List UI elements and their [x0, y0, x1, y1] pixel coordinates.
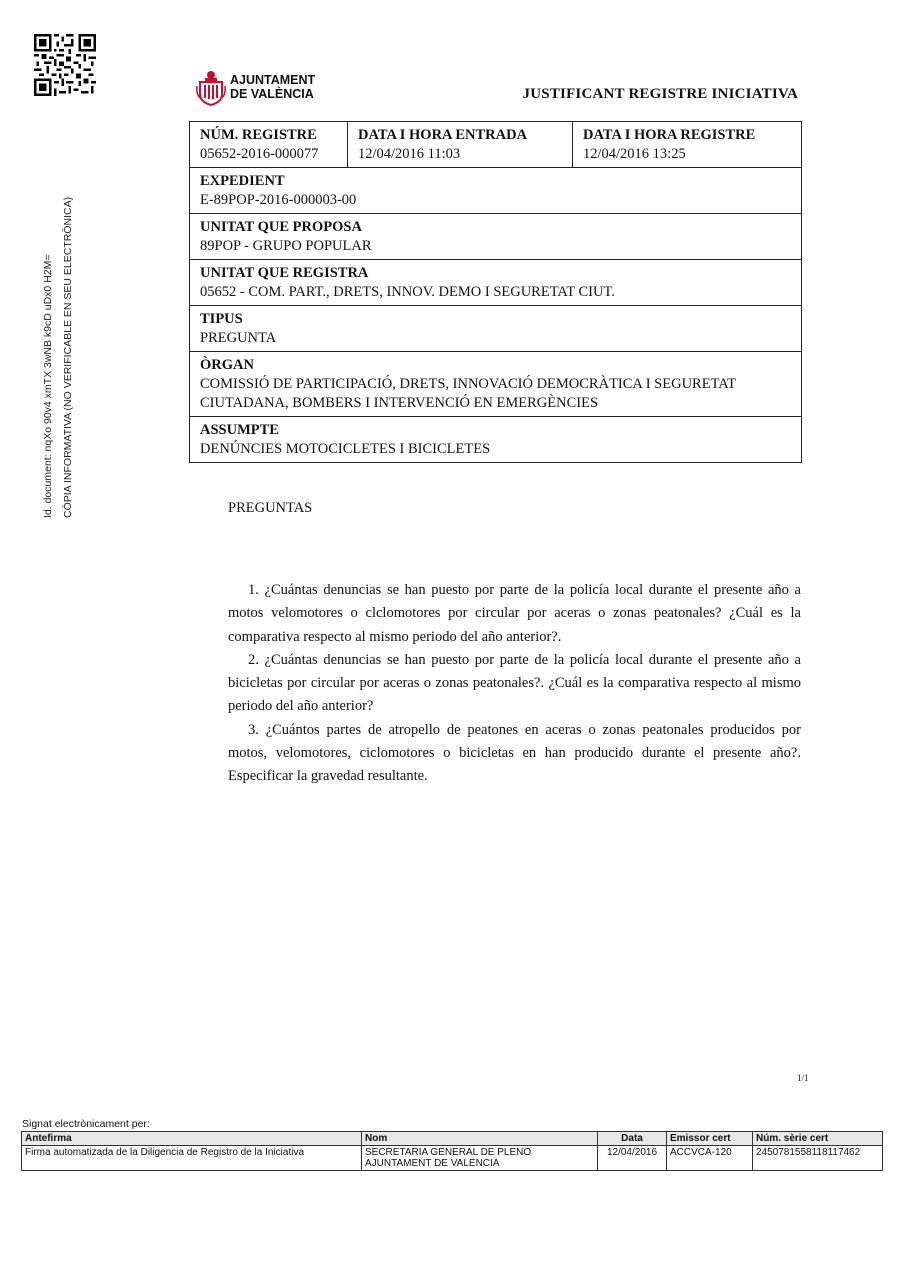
header-data: Data	[598, 1132, 667, 1146]
signature-title: Signat electrònicament per:	[22, 1118, 150, 1130]
data-cell: 12/04/2016	[598, 1146, 667, 1171]
questions-list	[228, 579, 801, 789]
emissor-cell: ACCVCA-120	[667, 1146, 753, 1171]
registry-number-label: NÚM. REGISTRE	[200, 127, 317, 143]
expedient-cell	[190, 168, 802, 214]
registry-number-value: 05652-2016-000077	[200, 146, 319, 162]
antefirma-cell: Firma automatizada de la Diligencia de Registro de la Iniciativa	[22, 1146, 362, 1171]
questions-heading: PREGUNTAS	[228, 500, 313, 516]
logo-line-2: DE VALÈNCIA	[230, 87, 314, 101]
registry-table	[189, 121, 802, 463]
organ-value: COMISSIÓ DE PARTICIPACIÓ, DRETS, INNOVACIÓ DEMOCRÀTICA I SEGURETAT CIUTADANA, BOMBERS I INTERVENCIÓ EN EMERGÈNCIES	[200, 376, 736, 411]
signature-row	[22, 1146, 883, 1171]
ajuntament-logo	[196, 68, 315, 106]
registering-unit-label: UNITAT QUE REGISTRA	[200, 265, 369, 281]
registry-row-dates	[190, 122, 802, 168]
proposing-unit-label: UNITAT QUE PROPOSA	[200, 219, 362, 235]
copy-note: CÒPIA INFORMATIVA (NO VERIFICABLE EN SEU ELECTRÒNICA)	[62, 196, 74, 518]
expedient-label: EXPEDIENT	[200, 173, 285, 189]
header-serie: Núm. sèrie cert	[753, 1132, 883, 1146]
nom-line-2: AJUNTAMENT DE VALENCIA	[365, 1158, 500, 1169]
subject-value: DENÚNCIES MOTOCICLETES I BICICLETES	[200, 441, 491, 457]
entry-date-value: 12/04/2016 11:03	[358, 146, 461, 162]
registry-date-value: 12/04/2016 13:25	[583, 146, 686, 162]
subject-row	[190, 417, 802, 463]
registry-date-cell	[573, 122, 802, 168]
header-antefirma: Antefirma	[22, 1132, 362, 1146]
registering-unit-value: 05652 - COM. PART., DRETS, INNOV. DEMO I SEGURETAT CIUT.	[200, 284, 615, 300]
subject-label: ASSUMPTE	[200, 422, 279, 438]
question-item: 3. ¿Cuántos partes de atropello de peatones en aceras o zonas peatonales producidos por motos, velomotores, ciclomotores o bicicletas en han producido durante el presente año?. Especificar la gravedad resultante.	[228, 721, 801, 785]
nom-line-1: SECRETARIA GENERAL DE PLENO	[365, 1147, 532, 1158]
entry-date-label: DATA I HORA ENTRADA	[358, 127, 528, 143]
proposing-unit-row	[190, 214, 802, 260]
registering-unit-cell	[190, 260, 802, 306]
registry-number-cell	[190, 122, 348, 168]
question-item: 1. ¿Cuántas denuncias se han puesto por parte de la policía local durante el presente año a motos velomotores o clclomotores por circular por aceras o zonas peatonales? ¿Cuál es la comparativa respecto al mismo periodo del año anterior?.	[228, 582, 801, 645]
type-cell	[190, 306, 802, 352]
subject-cell	[190, 417, 802, 463]
qr-code	[34, 34, 96, 96]
type-row	[190, 306, 802, 352]
signature-table	[21, 1131, 883, 1171]
header-nom: Nom	[362, 1132, 598, 1146]
expedient-value: E-89POP-2016-000003-00	[200, 192, 357, 208]
proposing-unit-cell	[190, 214, 802, 260]
organ-row	[190, 352, 802, 417]
page-number: 1/1	[797, 1073, 809, 1083]
signature-header-row	[22, 1132, 883, 1146]
entry-date-cell	[348, 122, 573, 168]
type-label: TIPUS	[200, 311, 243, 327]
registry-date-label: DATA I HORA REGISTRE	[583, 127, 756, 143]
document-id: Id. document: nqXo 90v4 xmTX 3wNB k9cD uDx0 H2M=	[42, 254, 54, 518]
header-emissor: Emissor cert	[667, 1132, 753, 1146]
question-item: 2. ¿Cuántas denuncias se han puesto por parte de la policía local durante el presente año a bicicletas por circular por aceras o zonas peatonales?. ¿Cuál es la comparativa respecto al mismo periodo del año anterior?	[228, 651, 801, 715]
organ-label: ÒRGAN	[200, 357, 254, 373]
document-title: JUSTIFICANT REGISTRE INICIATIVA	[522, 86, 798, 102]
organ-cell	[190, 352, 802, 417]
city-crest-icon	[196, 68, 226, 106]
side-verification-text	[38, 197, 78, 518]
serie-cell: 2450781558118117462	[753, 1146, 883, 1171]
registering-unit-row	[190, 260, 802, 306]
expedient-row	[190, 168, 802, 214]
proposing-unit-value: 89POP - GRUPO POPULAR	[200, 238, 372, 254]
type-value: PREGUNTA	[200, 330, 277, 346]
logo-line-1: AJUNTAMENT	[230, 73, 316, 87]
nom-cell	[362, 1146, 598, 1171]
